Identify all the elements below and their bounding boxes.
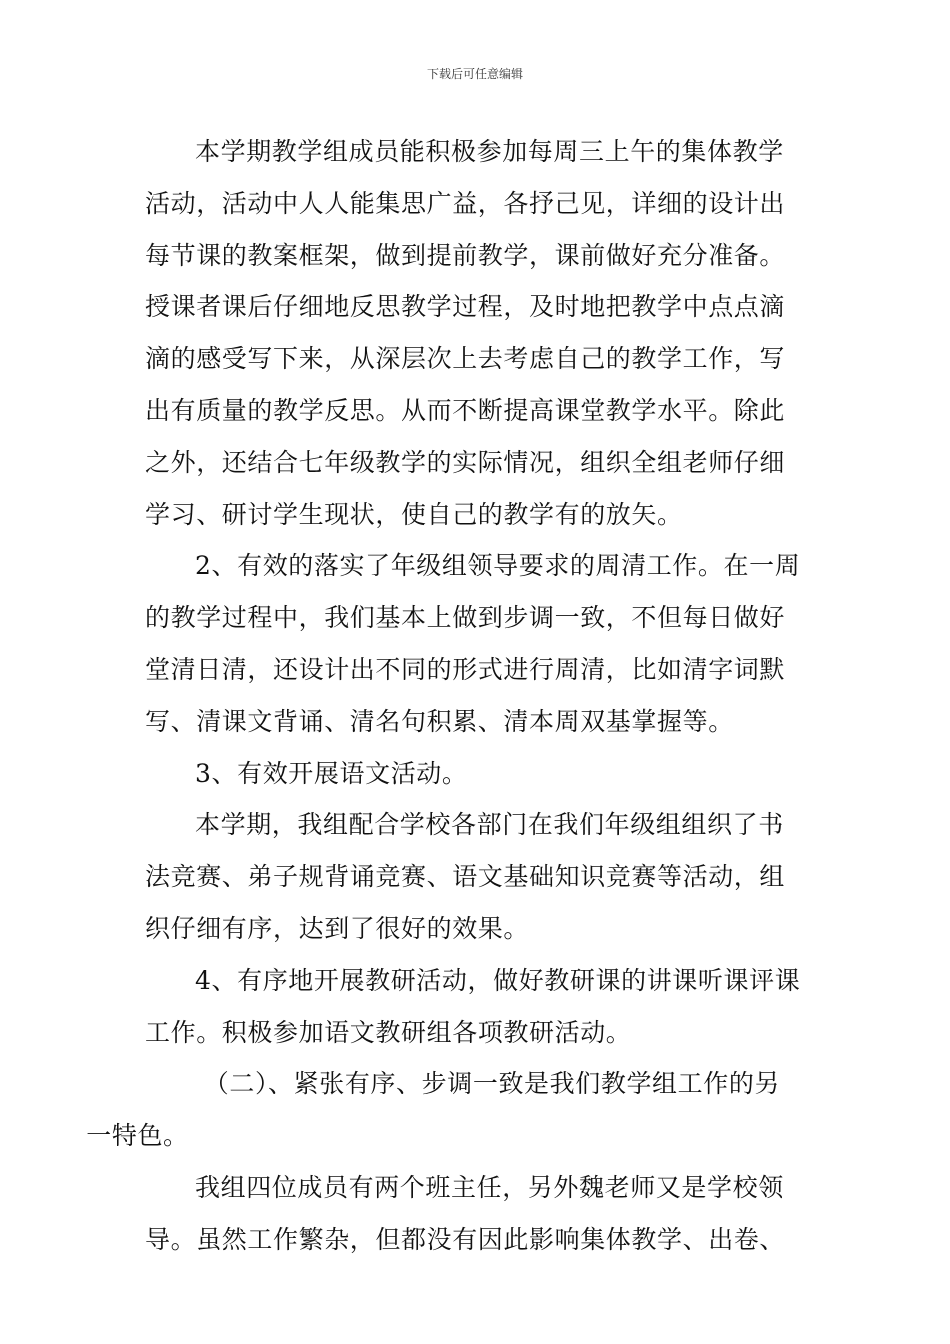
- text-line: 一特色。: [86, 1121, 189, 1151]
- text-line: 授课者课后仔细地反思教学过程，及时地把教学中点点滴: [145, 292, 786, 322]
- text-line: 出有质量的教学反思。从而不断提高课堂教学水平。除此: [145, 395, 786, 425]
- text-line: 之外，还结合七年级教学的实际情况，组织全组老师仔细: [145, 447, 786, 477]
- paragraph-weekly-review: [145, 540, 810, 747]
- text-line: 工作。积极参加语文教研组各项教研活动。: [145, 1017, 632, 1047]
- text-line: 每节课的教案框架，做到提前教学，课前做好充分准备。: [145, 240, 786, 270]
- text-line: 的教学过程中，我们基本上做到步调一致，不但每日做好: [145, 603, 786, 633]
- page-header: 下载后可任意编辑: [426, 67, 523, 81]
- text-line: 活动，活动中人人能集思广益，各抒己见，详细的设计出: [145, 188, 786, 218]
- paragraph-research-activities: [145, 955, 810, 1059]
- text-line: 3、有效开展语文活动。: [195, 758, 468, 788]
- paragraph-competitions: [145, 799, 810, 954]
- text-line: （二）、紧张有序、步调一致是我们教学组工作的另: [203, 1069, 781, 1099]
- text-line: 堂清日清，还设计出不同的形式进行周清，比如清字词默: [145, 654, 786, 684]
- text-line: 写、清课文背诵、清名句积累、清本周双基掌握等。: [145, 706, 734, 736]
- document-body: [86, 126, 810, 1266]
- text-line: 法竞赛、弟子规背诵竞赛、语文基础知识竞赛等活动，组: [145, 862, 786, 892]
- text-line: 2、有效的落实了年级组领导要求的周清工作。在一周: [195, 551, 801, 581]
- text-line: 导。虽然工作繁杂，但都没有因此影响集体教学、出卷、: [145, 1224, 786, 1254]
- text-line: 我组四位成员有两个班主任，另外魏老师又是学校领: [195, 1172, 784, 1202]
- text-line: 本学期教学组成员能积极参加每周三上午的集体教学: [195, 137, 784, 166]
- text-line: 4、有序地开展教研活动，做好教研课的讲课听课评课: [195, 965, 801, 995]
- paragraph-team-members: [145, 1162, 810, 1266]
- text-line: 本学期，我组配合学校各部门在我们年级组组织了书: [195, 810, 784, 840]
- text-line: 滴的感受写下来，从深层次上去考虑自己的教学工作，写: [145, 344, 786, 374]
- paragraph-collective-teaching: [145, 126, 810, 540]
- text-line: 织仔细有序，达到了很好的效果。: [145, 913, 530, 943]
- paragraph-section-two-heading: [86, 1058, 810, 1162]
- paragraph-chinese-activities-heading: [145, 748, 810, 800]
- text-line: 学习、研讨学生现状，使自己的教学有的放矢。: [145, 499, 683, 529]
